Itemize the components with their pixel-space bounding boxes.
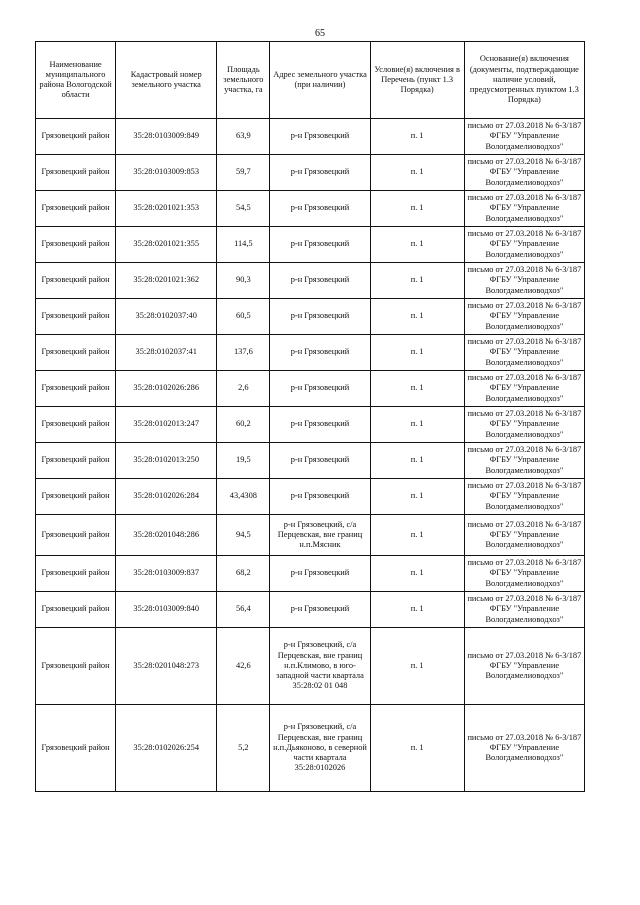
cell-address: р-н Грязовецкий <box>270 155 370 191</box>
header-cadastral-number: Кадастровый номер земельного участка <box>116 42 217 119</box>
table-row <box>36 335 585 371</box>
cell-cadastral-number: 35:28:0201048:286 <box>116 515 217 556</box>
cell-condition: п. 1 <box>370 628 464 705</box>
cell-address: р-н Грязовецкий <box>270 263 370 299</box>
cell-district: Грязовецкий район <box>36 705 116 792</box>
cell-basis: письмо от 27.03.2018 № 6-3/187 ФГБУ "Управление Вологдамелиоводхоз" <box>464 371 584 407</box>
cell-address: р-н Грязовецкий <box>270 299 370 335</box>
table-row <box>36 628 585 705</box>
cell-basis: письмо от 27.03.2018 № 6-3/187 ФГБУ "Управление Вологдамелиоводхоз" <box>464 227 584 263</box>
cell-basis: письмо от 27.03.2018 № 6-3/187 ФГБУ "Управление Вологдамелиоводхоз" <box>464 705 584 792</box>
cell-cadastral-number: 35:28:0201021:353 <box>116 191 217 227</box>
cell-district: Грязовецкий район <box>36 443 116 479</box>
cell-condition: п. 1 <box>370 155 464 191</box>
cell-area: 2,6 <box>217 371 270 407</box>
cell-condition: п. 1 <box>370 299 464 335</box>
cell-district: Грязовецкий район <box>36 227 116 263</box>
cell-condition: п. 1 <box>370 119 464 155</box>
cell-district: Грязовецкий район <box>36 155 116 191</box>
cell-condition: п. 1 <box>370 407 464 443</box>
cell-cadastral-number: 35:28:0201021:355 <box>116 227 217 263</box>
cell-basis: письмо от 27.03.2018 № 6-3/187 ФГБУ "Управление Вологдамелиоводхоз" <box>464 407 584 443</box>
cell-area: 43,4308 <box>217 479 270 515</box>
cell-cadastral-number: 35:28:0102013:247 <box>116 407 217 443</box>
cell-condition: п. 1 <box>370 705 464 792</box>
cell-district: Грязовецкий район <box>36 592 116 628</box>
cell-address: р-н Грязовецкий <box>270 119 370 155</box>
cell-basis: письмо от 27.03.2018 № 6-3/187 ФГБУ "Управление Вологдамелиоводхоз" <box>464 299 584 335</box>
cell-condition: п. 1 <box>370 515 464 556</box>
cell-cadastral-number: 35:28:0102026:284 <box>116 479 217 515</box>
cell-district: Грязовецкий район <box>36 515 116 556</box>
cell-address: р-н Грязовецкий <box>270 443 370 479</box>
cell-area: 54,5 <box>217 191 270 227</box>
table-row <box>36 191 585 227</box>
table-row <box>36 515 585 556</box>
cell-condition: п. 1 <box>370 479 464 515</box>
cell-area: 114,5 <box>217 227 270 263</box>
cell-district: Грязовецкий район <box>36 556 116 592</box>
cell-cadastral-number: 35:28:0201021:362 <box>116 263 217 299</box>
cell-cadastral-number: 35:28:0102013:250 <box>116 443 217 479</box>
cell-district: Грязовецкий район <box>36 335 116 371</box>
table-row <box>36 227 585 263</box>
table-row <box>36 705 585 792</box>
header-district: Наименование муниципального района Вологодской области <box>36 42 116 119</box>
cell-condition: п. 1 <box>370 227 464 263</box>
table-row <box>36 592 585 628</box>
cell-district: Грязовецкий район <box>36 371 116 407</box>
cell-address: р-н Грязовецкий, с/а Перцевская, вне границ н.п.Дьяконово, в северной части квартала 35:28:0102026 <box>270 705 370 792</box>
cell-area: 60,5 <box>217 299 270 335</box>
cell-basis: письмо от 27.03.2018 № 6-3/187 ФГБУ "Управление Вологдамелиоводхоз" <box>464 628 584 705</box>
cell-cadastral-number: 35:28:0201048:273 <box>116 628 217 705</box>
table-row <box>36 443 585 479</box>
cell-basis: письмо от 27.03.2018 № 6-3/187 ФГБУ "Управление Вологдамелиоводхоз" <box>464 515 584 556</box>
header-basis: Основание(я) включения (документы, подтверждающие наличие условий, предусмотренных пунктом 1.3 Порядка) <box>464 42 584 119</box>
cell-area: 63,9 <box>217 119 270 155</box>
cell-condition: п. 1 <box>370 556 464 592</box>
cell-cadastral-number: 35:28:0103009:849 <box>116 119 217 155</box>
cell-district: Грязовецкий район <box>36 407 116 443</box>
cell-address: р-н Грязовецкий <box>270 407 370 443</box>
cell-basis: письмо от 27.03.2018 № 6-3/187 ФГБУ "Управление Вологдамелиоводхоз" <box>464 263 584 299</box>
cell-area: 59,7 <box>217 155 270 191</box>
cell-basis: письмо от 27.03.2018 № 6-3/187 ФГБУ "Управление Вологдамелиоводхоз" <box>464 443 584 479</box>
cell-address: р-н Грязовецкий <box>270 335 370 371</box>
header-condition: Условие(я) включения в Перечень (пункт 1.3 Порядка) <box>370 42 464 119</box>
table-row <box>36 119 585 155</box>
cell-cadastral-number: 35:28:0102026:254 <box>116 705 217 792</box>
cell-area: 68,2 <box>217 556 270 592</box>
cell-area: 90,3 <box>217 263 270 299</box>
cell-address: р-н Грязовецкий <box>270 371 370 407</box>
cell-cadastral-number: 35:28:0103009:853 <box>116 155 217 191</box>
table-row <box>36 263 585 299</box>
cell-basis: письмо от 27.03.2018 № 6-3/187 ФГБУ "Управление Вологдамелиоводхоз" <box>464 155 584 191</box>
header-address: Адрес земельного участка (при наличии) <box>270 42 370 119</box>
cell-area: 60,2 <box>217 407 270 443</box>
table-header-row <box>36 42 585 119</box>
cell-cadastral-number: 35:28:0103009:837 <box>116 556 217 592</box>
cell-area: 19,5 <box>217 443 270 479</box>
cell-condition: п. 1 <box>370 592 464 628</box>
page-number: 65 <box>315 28 325 39</box>
table-row <box>36 479 585 515</box>
cell-basis: письмо от 27.03.2018 № 6-3/187 ФГБУ "Управление Вологдамелиоводхоз" <box>464 335 584 371</box>
cell-area: 42,6 <box>217 628 270 705</box>
cell-basis: письмо от 27.03.2018 № 6-3/187 ФГБУ "Управление Вологдамелиоводхоз" <box>464 556 584 592</box>
header-area: Площадь земельного участка, га <box>217 42 270 119</box>
table-row <box>36 155 585 191</box>
cell-area: 5,2 <box>217 705 270 792</box>
cell-address: р-н Грязовецкий <box>270 227 370 263</box>
cell-condition: п. 1 <box>370 371 464 407</box>
land-plots-table <box>35 41 585 792</box>
cell-cadastral-number: 35:28:0102037:41 <box>116 335 217 371</box>
cell-basis: письмо от 27.03.2018 № 6-3/187 ФГБУ "Управление Вологдамелиоводхоз" <box>464 119 584 155</box>
cell-area: 137,6 <box>217 335 270 371</box>
cell-district: Грязовецкий район <box>36 479 116 515</box>
cell-condition: п. 1 <box>370 191 464 227</box>
cell-district: Грязовецкий район <box>36 263 116 299</box>
cell-basis: письмо от 27.03.2018 № 6-3/187 ФГБУ "Управление Вологдамелиоводхоз" <box>464 479 584 515</box>
cell-area: 56,4 <box>217 592 270 628</box>
table-row <box>36 299 585 335</box>
cell-basis: письмо от 27.03.2018 № 6-3/187 ФГБУ "Управление Вологдамелиоводхоз" <box>464 191 584 227</box>
cell-address: р-н Грязовецкий, с/а Перцевская, вне границ н.п.Климово, в юго-западной части квартала 35:28:02 01 048 <box>270 628 370 705</box>
cell-address: р-н Грязовецкий <box>270 592 370 628</box>
cell-address: р-н Грязовецкий <box>270 556 370 592</box>
cell-condition: п. 1 <box>370 335 464 371</box>
cell-district: Грязовецкий район <box>36 628 116 705</box>
cell-condition: п. 1 <box>370 263 464 299</box>
cell-address: р-н Грязовецкий, с/а Перцевская, вне границ н.п.Мясник <box>270 515 370 556</box>
cell-cadastral-number: 35:28:0103009:840 <box>116 592 217 628</box>
cell-district: Грязовецкий район <box>36 119 116 155</box>
cell-basis: письмо от 27.03.2018 № 6-3/187 ФГБУ "Управление Вологдамелиоводхоз" <box>464 592 584 628</box>
cell-district: Грязовецкий район <box>36 191 116 227</box>
table-row <box>36 371 585 407</box>
cell-address: р-н Грязовецкий <box>270 191 370 227</box>
cell-cadastral-number: 35:28:0102037:40 <box>116 299 217 335</box>
table-body <box>36 119 585 792</box>
cell-condition: п. 1 <box>370 443 464 479</box>
cell-cadastral-number: 35:28:0102026:286 <box>116 371 217 407</box>
cell-area: 94,5 <box>217 515 270 556</box>
table-row <box>36 407 585 443</box>
cell-address: р-н Грязовецкий <box>270 479 370 515</box>
table-row <box>36 556 585 592</box>
cell-district: Грязовецкий район <box>36 299 116 335</box>
